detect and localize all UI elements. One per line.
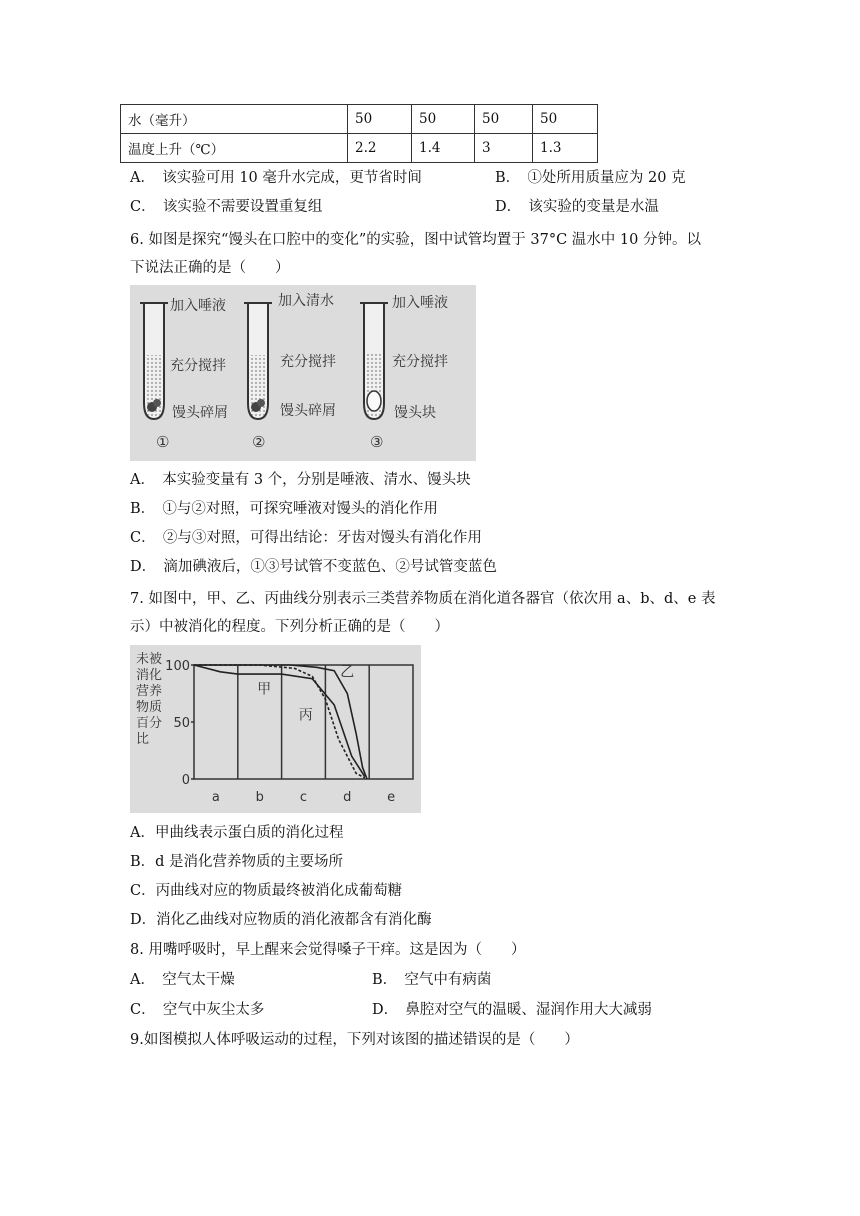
q6-option-d[interactable]: D． 滴加碘液后，①③号试管不变蓝色、②号试管变蓝色 bbox=[130, 559, 497, 575]
y-tick-label: 0 bbox=[181, 773, 190, 788]
tube3-number: ③ bbox=[370, 433, 384, 451]
q7-stem-cont: 示）中被消化的程度。下列分析正确的是（ ） bbox=[130, 619, 449, 635]
table-cell: 2.2 bbox=[348, 134, 412, 163]
test-tube-2 bbox=[244, 292, 336, 451]
q5-option-b[interactable]: B． ①处所用质量应为 20 克 bbox=[495, 170, 686, 186]
x-tick-label: e bbox=[387, 790, 396, 805]
q5-option-c[interactable]: C． 该实验不需要设置重复组 bbox=[130, 199, 323, 215]
y-label-char: 营养 bbox=[136, 684, 163, 699]
q6-option-a[interactable]: A． 本实验变量有 3 个，分别是唾液、清水、馒头块 bbox=[130, 472, 471, 488]
tube2-top-label: 加入清水 bbox=[278, 293, 334, 309]
row-label: 温度上升（℃） bbox=[121, 134, 348, 163]
q7-stem: 7. 如图中，甲、乙、丙曲线分别表示三类营养物质在消化道各器官（依次用 a、b、d、e 表 bbox=[130, 591, 716, 607]
table-cell: 1.3 bbox=[533, 134, 598, 163]
y-axis-label bbox=[136, 651, 162, 747]
y-tick-label: 100 bbox=[165, 659, 190, 674]
q7-option-d[interactable]: D．消化乙曲线对应物质的消化液都含有消化酶 bbox=[130, 912, 432, 928]
q8-option-c[interactable]: C． 空气中灰尘太多 bbox=[130, 1002, 265, 1018]
y-label-char: 未被 bbox=[136, 652, 163, 667]
q8-stem: 8. 用嘴呼吸时，早上醒来会觉得嗓子干痒。这是因为（ ） bbox=[130, 942, 526, 958]
test-tube-diagram bbox=[130, 285, 476, 461]
table-row bbox=[121, 105, 598, 134]
q8-option-d[interactable]: D． 鼻腔对空气的温暖、湿润作用大大减弱 bbox=[372, 1002, 652, 1018]
series-label: 甲 bbox=[257, 681, 272, 698]
digestion-chart bbox=[130, 645, 421, 813]
table-cell: 50 bbox=[475, 105, 533, 134]
tube1-middle-label: 充分搅拌 bbox=[170, 358, 226, 374]
data-table bbox=[120, 104, 598, 163]
x-ticks bbox=[212, 790, 395, 805]
x-tick-label: d bbox=[343, 790, 352, 805]
row-label: 水（毫升） bbox=[121, 105, 348, 134]
q6-option-c[interactable]: C． ②与③对照，可得出结论：牙齿对馒头有消化作用 bbox=[130, 530, 482, 546]
q9-stem: 9.如图模拟人体呼吸运动的过程，下列对该图的描述错误的是（ ） bbox=[130, 1032, 579, 1048]
tube3-top-label: 加入唾液 bbox=[392, 295, 448, 311]
series-label: 丙 bbox=[298, 707, 313, 724]
q5-option-a[interactable]: A． 该实验可用 10 毫升水完成，更节省时间 bbox=[130, 170, 422, 186]
table-row bbox=[121, 134, 598, 163]
table-cell: 1.4 bbox=[412, 134, 475, 163]
series-label: 乙 bbox=[340, 664, 355, 681]
x-tick-label: a bbox=[211, 790, 220, 805]
tube1-number: ① bbox=[156, 433, 170, 451]
series-lines bbox=[194, 665, 367, 779]
test-tube-3 bbox=[360, 294, 448, 451]
digestion-chart-figure bbox=[130, 645, 421, 813]
y-tick-label: 50 bbox=[173, 716, 190, 731]
tube1-bottom-label: 馒头碎屑 bbox=[172, 405, 228, 421]
tube1-top-label: 加入唾液 bbox=[170, 298, 226, 314]
q6-stem-cont: 下说法正确的是（ ） bbox=[130, 260, 290, 276]
tube3-bottom-label: 馒头块 bbox=[394, 405, 436, 421]
test-tube-figure bbox=[130, 285, 476, 461]
y-label-char: 比 bbox=[136, 732, 150, 747]
q5-option-d[interactable]: D． 该实验的变量是水温 bbox=[495, 199, 659, 215]
q7-option-b[interactable]: B．d 是消化营养物质的主要场所 bbox=[130, 854, 344, 870]
table-cell: 50 bbox=[348, 105, 412, 134]
q7-option-c[interactable]: C．丙曲线对应的物质最终被消化成葡萄糖 bbox=[130, 883, 403, 899]
tube2-number: ② bbox=[252, 433, 266, 451]
x-tick-label: b bbox=[255, 790, 264, 805]
q8-option-b[interactable]: B． 空气中有病菌 bbox=[372, 972, 492, 988]
series-line-甲 bbox=[194, 665, 365, 777]
y-label-char: 物质 bbox=[136, 700, 163, 715]
q7-option-a[interactable]: A．甲曲线表示蛋白质的消化过程 bbox=[130, 825, 344, 841]
q6-option-b[interactable]: B． ①与②对照，可探究唾液对馒头的消化作用 bbox=[130, 501, 438, 517]
y-ticks bbox=[165, 659, 194, 788]
test-tube-1 bbox=[140, 297, 228, 451]
y-label-char: 消化 bbox=[136, 668, 163, 683]
table-cell: 50 bbox=[412, 105, 475, 134]
q8-option-a[interactable]: A． 空气太干燥 bbox=[130, 972, 235, 988]
x-tick-label: c bbox=[299, 790, 308, 805]
tube2-bottom-label: 馒头碎屑 bbox=[280, 403, 336, 419]
series-line-乙 bbox=[194, 665, 367, 779]
table-cell: 50 bbox=[533, 105, 598, 134]
q6-stem: 6. 如图是探究“馒头在口腔中的变化”的实验，图中试管均置于 37°C 温水中 10 分钟。以 bbox=[130, 232, 701, 248]
y-label-char: 百分 bbox=[136, 716, 163, 731]
tube2-middle-label: 充分搅拌 bbox=[280, 354, 336, 370]
table-cell: 3 bbox=[475, 134, 533, 163]
tube3-middle-label: 充分搅拌 bbox=[392, 354, 448, 370]
